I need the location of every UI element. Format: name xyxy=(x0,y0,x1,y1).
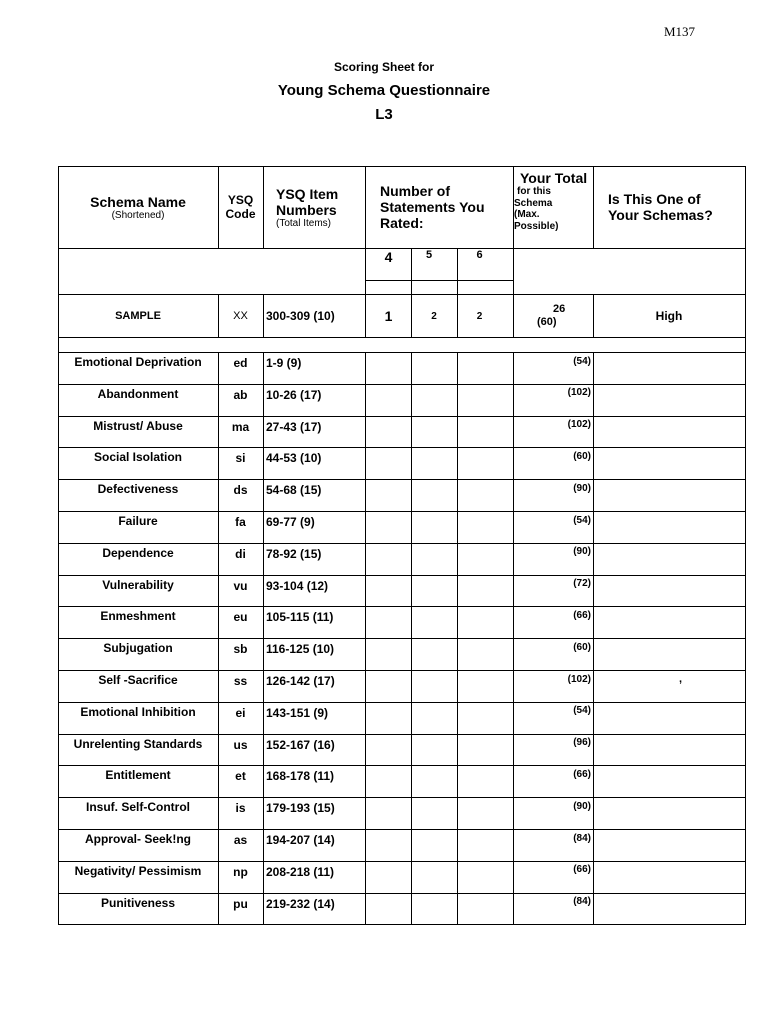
schema-items-cell: 194-207 (14) xyxy=(266,833,335,847)
schema-code-cell: fa xyxy=(235,515,246,529)
schema-name-cell: Entitlement xyxy=(105,768,171,783)
schema-items-cell: 126-142 (17) xyxy=(266,674,335,688)
rating-label-4: 4 xyxy=(384,249,393,265)
schema-code-cell: si xyxy=(235,451,246,466)
schema-name-cell: Emotional Inhibition xyxy=(80,704,196,719)
header-rated xyxy=(380,166,513,248)
schema-max-cell: (54) xyxy=(573,514,591,526)
v-line xyxy=(457,352,458,925)
v-line xyxy=(411,352,412,925)
sample-code: XX xyxy=(233,310,248,322)
schema-code-cell: us xyxy=(233,737,248,752)
v-line xyxy=(745,248,746,295)
v-line xyxy=(58,248,59,295)
header-rated-1: Number of xyxy=(380,183,450,199)
sample-result: High xyxy=(655,309,683,323)
v-line xyxy=(513,166,514,249)
v-line xyxy=(513,352,514,925)
schema-max-cell: (60) xyxy=(573,450,591,462)
header-schema-name xyxy=(58,166,218,248)
schema-code-cell: ma xyxy=(231,419,250,434)
h-line xyxy=(58,702,746,703)
schema-max-cell: (96) xyxy=(573,737,591,749)
doc-title-line1: Scoring Sheet for xyxy=(333,60,434,74)
schema-code-cell: np xyxy=(233,864,248,879)
schema-code-cell: ds xyxy=(233,483,248,498)
schema-name-cell: Vulnerability xyxy=(102,577,174,592)
header-ysq-code xyxy=(218,166,263,248)
v-line xyxy=(58,337,59,353)
v-line xyxy=(745,352,746,925)
schema-max-cell: (84) xyxy=(573,832,591,844)
h-line xyxy=(58,166,746,167)
schema-name-cell: Subjugation xyxy=(103,641,173,656)
v-line xyxy=(457,248,458,295)
h-line xyxy=(58,765,746,766)
h-line xyxy=(58,543,746,544)
sample-total xyxy=(513,297,593,335)
sample-total-value: 26 xyxy=(553,302,566,315)
schema-items-cell: 152-167 (16) xyxy=(266,737,335,752)
h-line xyxy=(58,924,746,925)
schema-max-cell: (102) xyxy=(567,387,591,399)
v-line xyxy=(513,248,514,295)
stray-mark: , xyxy=(679,673,683,685)
header-item-numbers-1: YSQ Item xyxy=(276,185,339,202)
header-is-schema-1: Is This One of xyxy=(608,191,701,207)
schema-items-cell: 54-68 (15) xyxy=(266,483,322,498)
v-line xyxy=(218,294,219,338)
schema-name-cell: Approval- Seek!ng xyxy=(84,832,192,846)
schema-name-cell: Self -Sacrifice xyxy=(98,673,178,687)
h-line xyxy=(58,606,746,607)
h-line xyxy=(365,280,514,281)
v-line xyxy=(218,352,219,925)
header-total-1: Your Total xyxy=(520,170,588,186)
v-line xyxy=(513,294,514,338)
h-line xyxy=(58,248,746,249)
schema-code-cell: eu xyxy=(233,610,248,625)
schema-code-cell: ei xyxy=(235,705,246,720)
h-line xyxy=(58,447,746,448)
schema-name-cell: Unrelenting Standards xyxy=(73,736,203,751)
schema-max-cell: (66) xyxy=(573,609,591,621)
h-line xyxy=(58,670,746,671)
schema-max-cell: (90) xyxy=(573,546,591,558)
header-total-2: for this xyxy=(517,186,551,198)
schema-name-cell: Negativity/ Pessimism xyxy=(74,863,202,878)
schema-items-cell: 27-43 (17) xyxy=(266,419,322,434)
schema-items-cell: 93-104 (12) xyxy=(266,578,329,593)
sample-rating-5: 2 xyxy=(431,310,437,322)
schema-code-cell: as xyxy=(233,833,248,847)
v-line xyxy=(58,352,59,925)
schema-name-cell: Failure xyxy=(118,514,158,528)
schema-code-cell: is xyxy=(235,801,246,816)
header-is-schema-2: Your Schemas? xyxy=(608,207,713,223)
v-line xyxy=(58,294,59,338)
schema-code-cell: pu xyxy=(233,896,248,911)
h-line xyxy=(58,893,746,894)
h-line xyxy=(58,479,746,480)
schema-name-cell: Abandonment xyxy=(97,386,179,401)
h-line xyxy=(58,511,746,512)
schema-items-cell: 168-178 (11) xyxy=(266,769,335,784)
schema-items-cell: 78-92 (15) xyxy=(266,546,322,561)
h-line xyxy=(58,294,746,295)
v-line xyxy=(593,352,594,925)
schema-code-cell: sb xyxy=(233,642,248,657)
header-schema-name-label: Schema Name xyxy=(90,193,186,210)
header-schema-name-sub: (Shortened) xyxy=(111,209,165,221)
header-total-3: Schema xyxy=(514,197,553,209)
rating-label-5: 5 xyxy=(425,249,433,261)
h-line xyxy=(58,829,746,830)
schema-items-cell: 143-151 (9) xyxy=(266,705,329,720)
schema-name-cell: Social Isolation xyxy=(93,450,183,465)
h-line xyxy=(58,797,746,798)
header-item-numbers xyxy=(276,166,366,248)
schema-max-cell: (72) xyxy=(573,578,591,590)
header-ysq-code-1: YSQ xyxy=(227,193,254,207)
v-line xyxy=(365,166,366,249)
v-line xyxy=(745,337,746,353)
schema-items-cell: 10-26 (17) xyxy=(266,387,322,402)
doc-title-line2: Young Schema Questionnaire xyxy=(277,82,491,99)
schema-name-cell: Enmeshment xyxy=(100,609,176,624)
header-rated-2: Statements You xyxy=(380,199,485,215)
schema-max-cell: (90) xyxy=(573,482,591,494)
schema-name-cell: Emotional Deprivation xyxy=(74,355,202,369)
schema-items-cell: 1-9 (9) xyxy=(266,356,302,370)
v-line xyxy=(745,294,746,338)
doc-title-line3: L3 xyxy=(375,106,393,123)
v-line xyxy=(365,248,366,295)
schema-code-cell: vu xyxy=(233,578,248,593)
schema-name-cell: Defectiveness xyxy=(97,482,179,497)
v-line xyxy=(411,294,412,338)
schema-name-cell: Mistrust/ Abuse xyxy=(93,418,183,433)
schema-code-cell: ed xyxy=(233,356,248,370)
h-line xyxy=(58,352,746,353)
header-rated-3: Rated: xyxy=(380,215,424,231)
v-line xyxy=(263,166,264,249)
schema-code-cell: di xyxy=(235,546,246,561)
h-line xyxy=(58,416,746,417)
header-ysq-code-2: Code xyxy=(225,207,256,221)
v-line xyxy=(365,352,366,925)
h-line xyxy=(58,384,746,385)
document-code: M137 xyxy=(664,24,696,39)
schema-items-cell: 179-193 (15) xyxy=(266,801,335,816)
v-line xyxy=(411,248,412,295)
schema-max-cell: (66) xyxy=(573,864,591,876)
schema-name-cell: Insuf. Self-Control xyxy=(86,800,190,815)
v-line xyxy=(593,166,594,249)
schema-items-cell: 105-115 (11) xyxy=(266,610,334,625)
header-total-5: Possible) xyxy=(514,220,559,232)
header-item-numbers-2: Numbers xyxy=(276,201,337,218)
schema-items-cell: 208-218 (11) xyxy=(266,864,335,879)
v-line xyxy=(457,294,458,338)
header-item-numbers-sub: (Total Items) xyxy=(276,217,332,229)
schema-code-cell: et xyxy=(235,769,246,784)
sample-rating-6: 2 xyxy=(476,310,483,322)
schema-name-cell: Dependence xyxy=(102,545,174,560)
schema-items-cell: 116-125 (10) xyxy=(266,642,335,657)
schema-code-cell: ab xyxy=(233,387,248,402)
v-line xyxy=(365,294,366,338)
schema-max-cell: (54) xyxy=(573,705,591,717)
schema-items-cell: 219-232 (14) xyxy=(266,896,335,911)
schema-max-cell: (66) xyxy=(573,768,591,780)
rating-label-6: 6 xyxy=(476,249,483,261)
h-line xyxy=(58,638,746,639)
schema-max-cell: (60) xyxy=(573,641,591,653)
schema-max-cell: (84) xyxy=(573,896,591,908)
header-is-schema xyxy=(608,166,745,248)
v-line xyxy=(263,294,264,338)
schema-code-cell: ss xyxy=(233,674,248,688)
schema-max-cell: (90) xyxy=(573,800,591,812)
h-line xyxy=(58,734,746,735)
h-line xyxy=(58,861,746,862)
sample-total-max: (60) xyxy=(537,316,557,328)
header-total-4: (Max. xyxy=(514,209,540,221)
v-line xyxy=(593,294,594,338)
schema-name-cell: Punitiveness xyxy=(100,895,176,910)
h-line xyxy=(58,337,746,338)
sample-items: 300-309 (10) xyxy=(266,309,335,323)
sample-rating-4: 1 xyxy=(384,308,393,324)
schema-max-cell: (102) xyxy=(567,673,591,685)
sample-name: SAMPLE xyxy=(115,310,161,322)
schema-max-cell: (102) xyxy=(567,419,591,431)
h-line xyxy=(58,575,746,576)
v-line xyxy=(218,166,219,249)
schema-max-cell: (54) xyxy=(573,355,591,367)
v-line xyxy=(58,166,59,249)
v-line xyxy=(745,166,746,249)
schema-items-cell: 69-77 (9) xyxy=(266,515,315,529)
header-total xyxy=(514,170,594,246)
v-line xyxy=(263,352,264,925)
schema-items-cell: 44-53 (10) xyxy=(266,451,322,466)
